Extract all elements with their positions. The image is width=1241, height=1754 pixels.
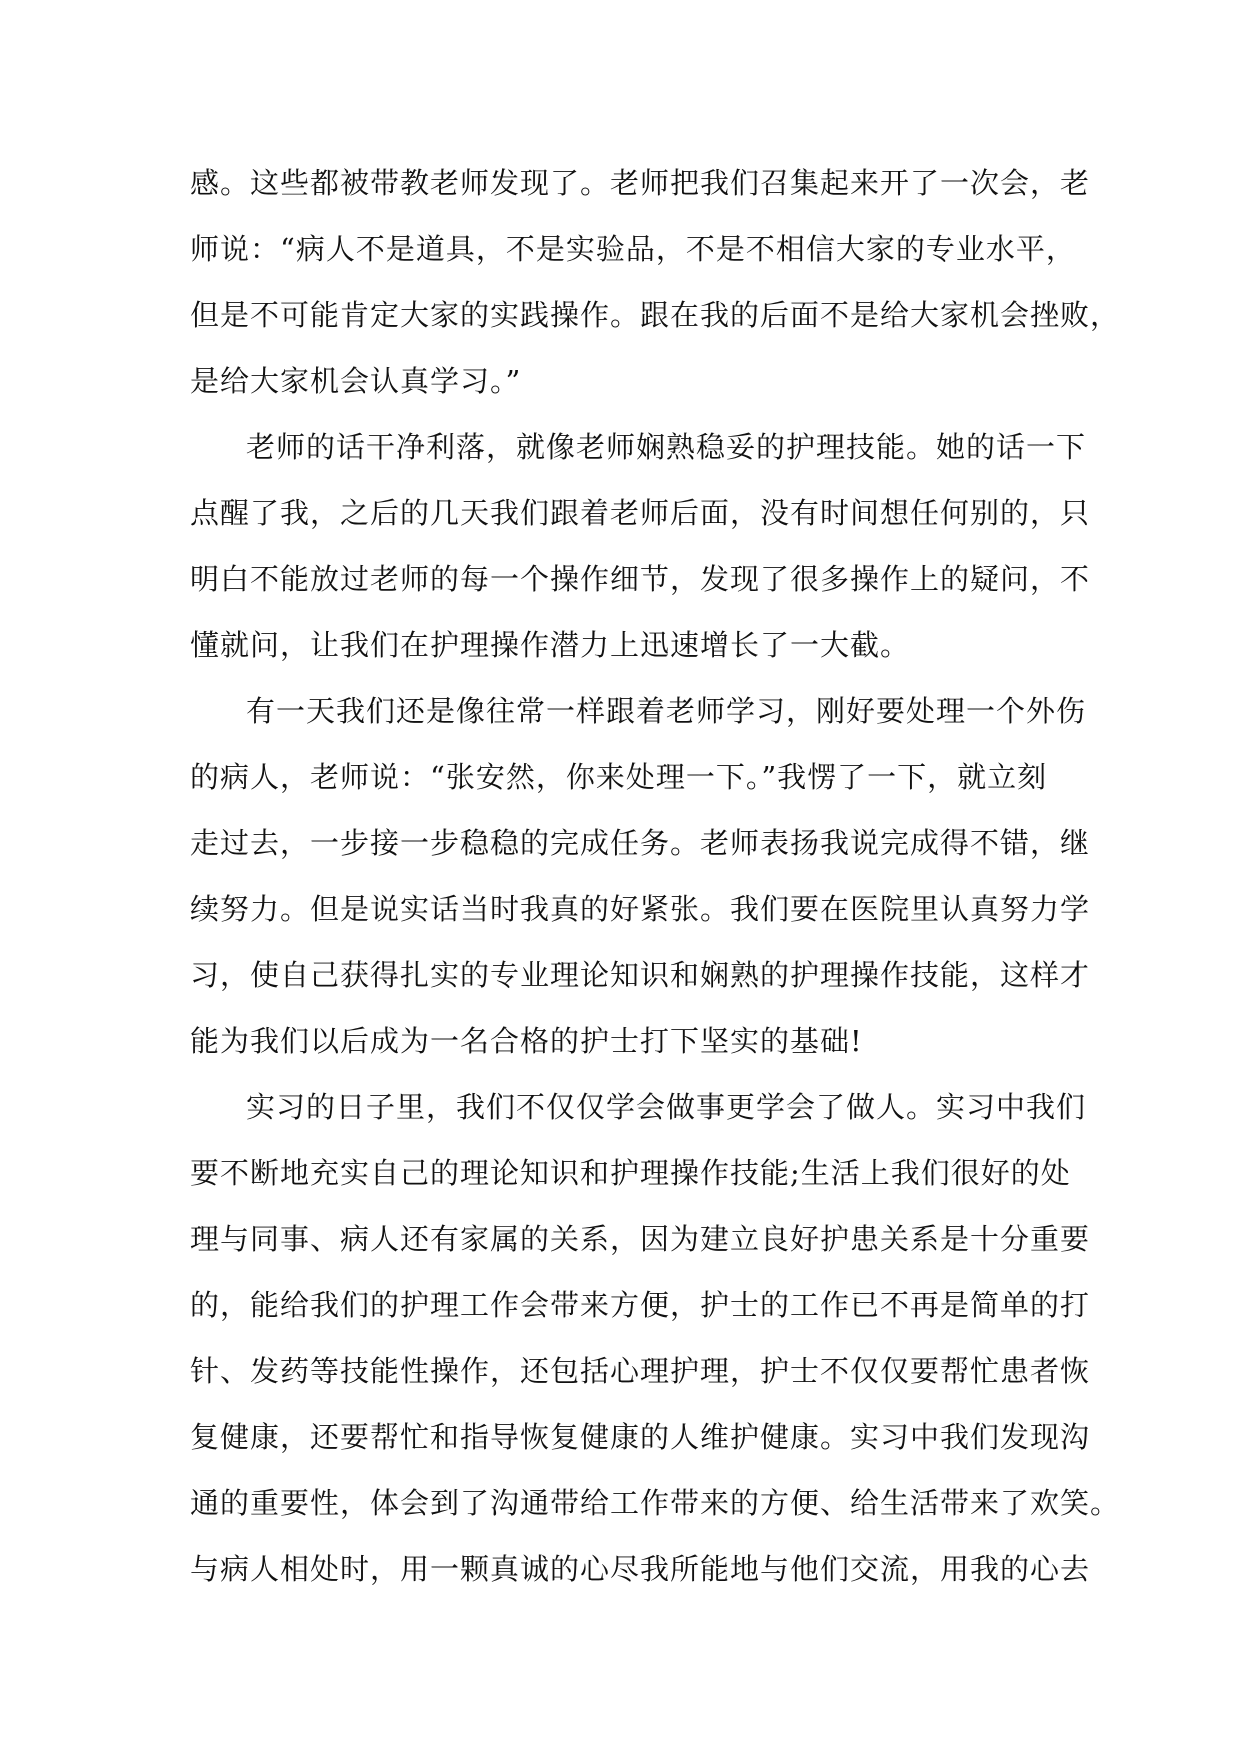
- text-line: 师说：“病人不是道具，不是实验品，不是不相信大家的专业水平，: [190, 232, 1076, 266]
- text-line: 懂就问，让我们在护理操作潜力上迅速增长了一大截。: [190, 628, 911, 662]
- text-line: 但是不可能肯定大家的实践操作。跟在我的后面不是给大家机会挫败，: [190, 298, 1121, 332]
- text-line: 的病人，老师说：“张安然，你来处理一下。”我愣了一下，就立刻: [190, 760, 1048, 794]
- text-line: 与病人相处时，用一颗真诚的心尽我所能地与他们交流，用我的心去: [190, 1552, 1091, 1586]
- text-line: 的，能给我们的护理工作会带来方便，护士的工作已不再是简单的打: [190, 1288, 1091, 1322]
- text-line: 是给大家机会认真学习。”: [190, 364, 522, 398]
- text-line: 续努力。但是说实话当时我真的好紧张。我们要在医院里认真努力学: [190, 892, 1091, 926]
- text-line: 感。这些都被带教老师发现了。老师把我们召集起来开了一次会，老: [190, 166, 1091, 200]
- text-line: 能为我们以后成为一名合格的护士打下坚实的基础!: [190, 1024, 863, 1058]
- text-line: 理与同事、病人还有家属的关系，因为建立良好护患关系是十分重要: [190, 1222, 1091, 1256]
- text-line: 要不断地充实自己的理论知识和护理操作技能;生活上我们很好的处: [190, 1156, 1071, 1190]
- text-line: 明白不能放过老师的每一个操作细节，发现了很多操作上的疑问，不: [190, 562, 1091, 596]
- text-line: 习，使自己获得扎实的专业理论知识和娴熟的护理操作技能，这样才: [190, 958, 1091, 992]
- text-line: 通的重要性，体会到了沟通带给工作带来的方便、给生活带来了欢笑。: [190, 1486, 1121, 1520]
- paragraph-first-line: 老师的话干净利落，就像老师娴熟稳妥的护理技能。她的话一下: [246, 430, 1087, 464]
- text-line: 复健康，还要帮忙和指导恢复健康的人维护健康。实习中我们发现沟: [190, 1420, 1091, 1454]
- text-line: 点醒了我，之后的几天我们跟着老师后面，没有时间想任何别的，只: [190, 496, 1091, 530]
- text-line: 走过去，一步接一步稳稳的完成任务。老师表扬我说完成得不错，继: [190, 826, 1091, 860]
- paragraph-first-line: 有一天我们还是像往常一样跟着老师学习，刚好要处理一个外伤: [246, 694, 1087, 728]
- paragraph-first-line: 实习的日子里，我们不仅仅学会做事更学会了做人。实习中我们: [246, 1090, 1087, 1124]
- text-line: 针、发药等技能性操作，还包括心理护理，护士不仅仅要帮忙患者恢: [190, 1354, 1091, 1388]
